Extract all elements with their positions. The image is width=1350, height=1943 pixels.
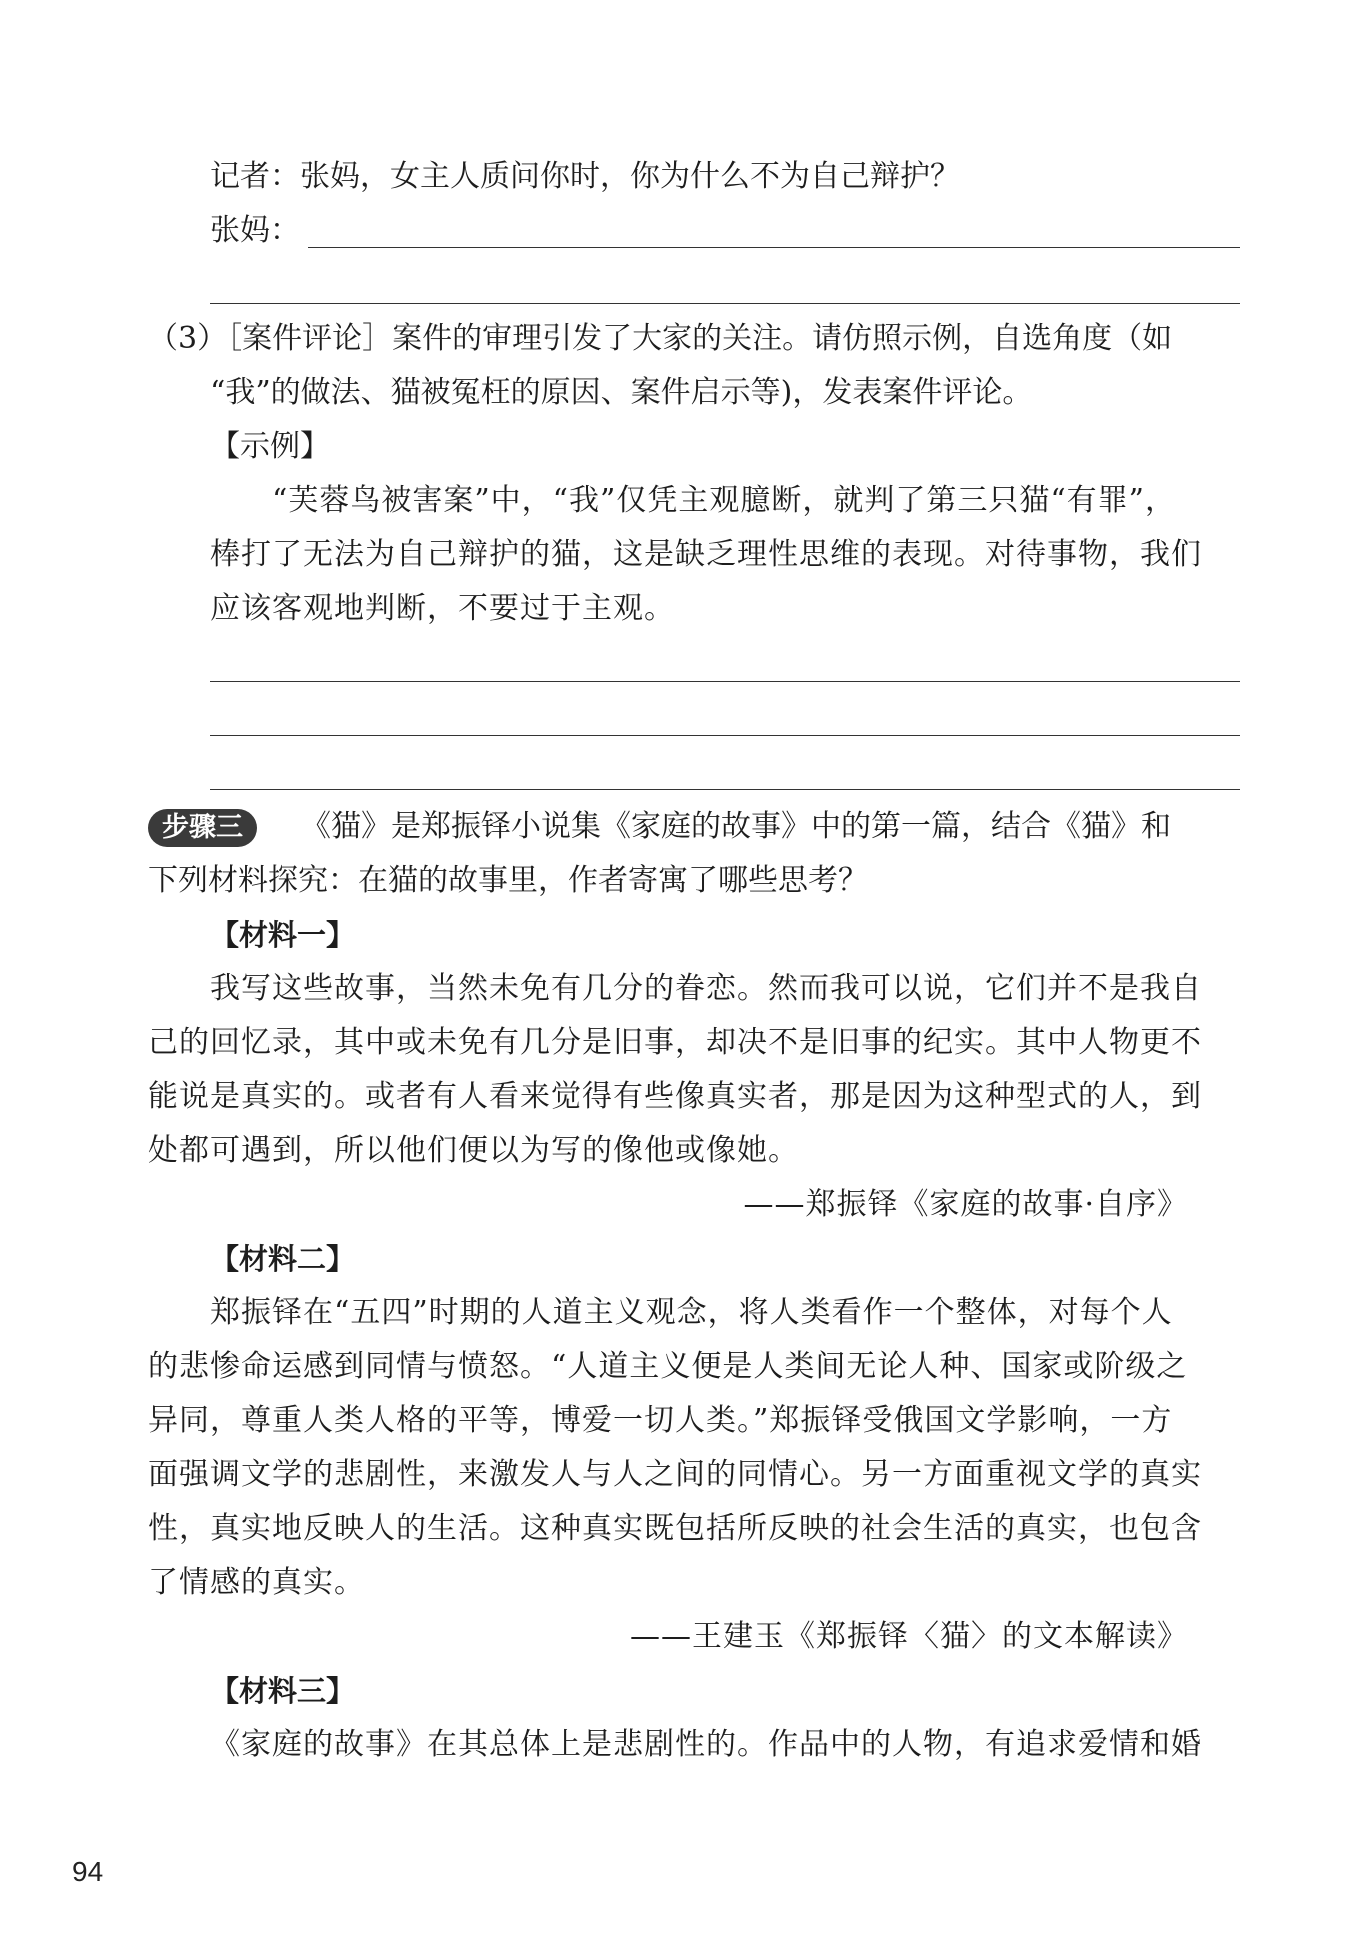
- answer-blank-2[interactable]: [148, 258, 1240, 312]
- material2-line-3: 异同，尊重人类人格的平等，博爱一切人类。”郑振铎受俄国文学影响，一方: [148, 1403, 1173, 1438]
- step3-line1: [148, 800, 1240, 854]
- comment-blank-3[interactable]: [148, 744, 1240, 798]
- example-line-2: 棒打了无法为自己辩护的猫，这是缺乏理性思维的表现。对待事物，我们: [210, 537, 1202, 572]
- material2-line-4: 面强调文学的悲剧性，来激发人与人之间的同情心。另一方面重视文学的真实: [148, 1457, 1202, 1492]
- task3-line1: （3）［案件评论］案件的审理引发了大家的关注。请仿照示例，自选角度（如: [148, 321, 1173, 356]
- material1-line-1: 我写这些故事，当然未免有几分的眷恋。然而我可以说，它们并不是我自: [210, 971, 1202, 1006]
- interview-question: 记者：张妈，女主人质问你时，你为什么不为自己辩护？: [210, 159, 960, 194]
- task3-line2: “我”的做法、猫被冤枉的原因、案件启示等)，发表案件评论。: [210, 375, 1033, 410]
- material1-line-3: 能说是真实的。或者有人看来觉得有些像真实者，那是因为这种型式的人，到: [148, 1079, 1202, 1114]
- material2-line-5: 性，真实地反映人的生活。这种真实既包括所反映的社会生活的真实，也包含: [148, 1511, 1202, 1546]
- comment-blank-1[interactable]: [148, 636, 1240, 690]
- material1-line-2: 己的回忆录，其中或未免有几分是旧事，却决不是旧事的纪实。其中人物更不: [148, 1025, 1202, 1060]
- material2-source: ——王建玉《郑振铎〈猫〉的文本解读》: [630, 1619, 1188, 1654]
- example-line-3: 应该客观地判断，不要过于主观。: [210, 591, 675, 626]
- answer-row: [148, 204, 1240, 258]
- material2-line-2: 的悲惨命运感到同情与愤怒。“人道主义便是人类间无论人种、国家或阶级之: [148, 1349, 1188, 1384]
- material1-source: ——郑振铎《家庭的故事·自序》: [743, 1187, 1188, 1222]
- step3-badge: 步骤三: [148, 809, 257, 847]
- material3-line-1: 《家庭的故事》在其总体上是悲剧性的。作品中的人物，有追求爱情和婚: [210, 1727, 1202, 1762]
- example-label: 【示例】: [210, 429, 330, 464]
- page-number: 94: [72, 1856, 104, 1887]
- material3-label: 【材料三】: [210, 1674, 356, 1708]
- material1-label: 【材料一】: [210, 918, 356, 952]
- step3-text: 《猫》是郑振铎小说集《家庭的故事》中的第一篇，结合《猫》和: [301, 809, 1171, 844]
- material2-label: 【材料二】: [210, 1242, 356, 1276]
- material2-line-6: 了情感的真实。: [148, 1565, 365, 1600]
- comment-blank-2[interactable]: [148, 690, 1240, 744]
- example-line-1: “芙蓉鸟被害案”中，“我”仅凭主观臆断，就判了第三只猫“有罪”，: [272, 483, 1177, 518]
- material1-line-4: 处都可遇到，所以他们便以为写的像他或像她。: [148, 1133, 799, 1168]
- step3-line2: 下列材料探究：在猫的故事里，作者寄寓了哪些思考？: [148, 863, 868, 898]
- answer-label: 张妈：: [210, 213, 300, 248]
- material2-line-1: 郑振铎在“五四”时期的人道主义观念，将人类看作一个整体，对每个人: [210, 1295, 1173, 1330]
- answer-blank[interactable]: [308, 247, 1240, 248]
- page-content: [148, 150, 1240, 1772]
